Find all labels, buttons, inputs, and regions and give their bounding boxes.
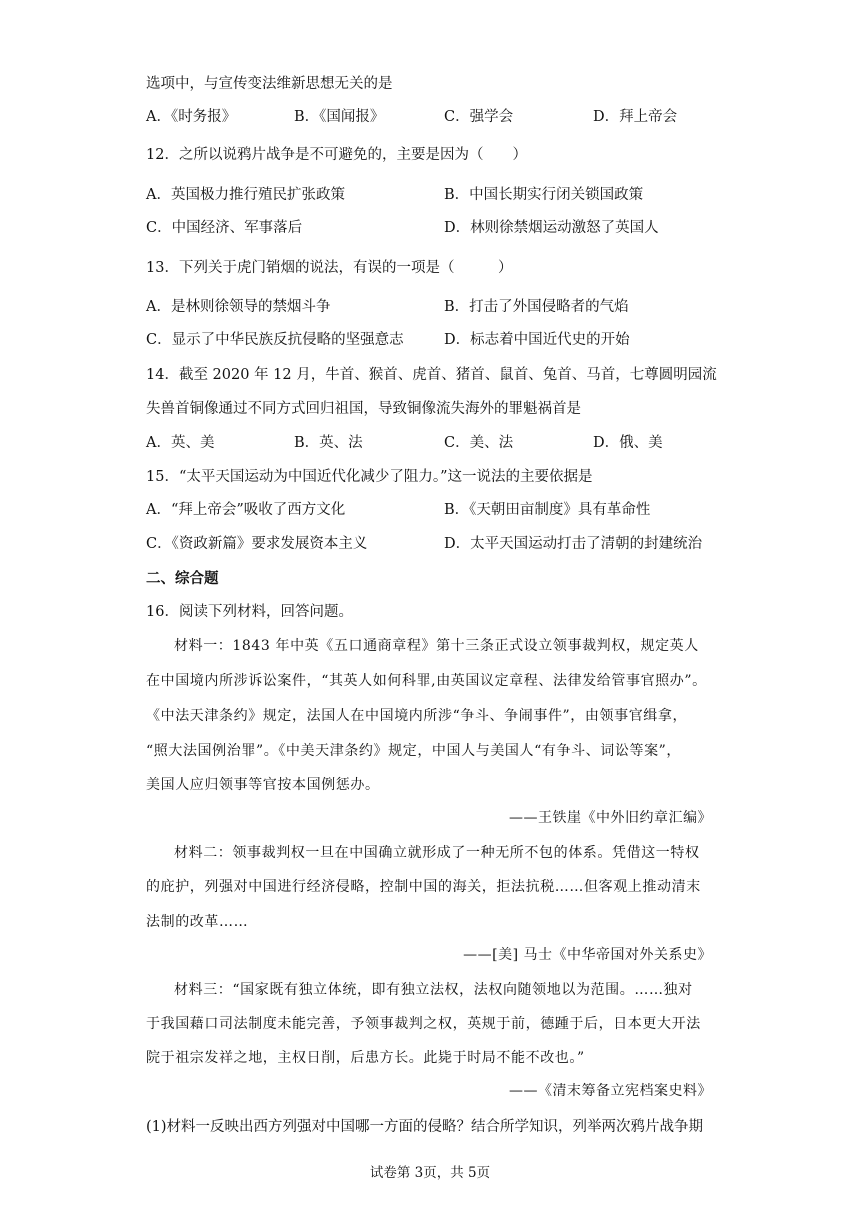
question-13-option-c: C．显示了中华民族反抗侵略的坚强意志	[146, 332, 404, 348]
question-15-option-d: D．太平天国运动打击了清朝的封建统治	[444, 536, 703, 552]
question-11-option-c: C．强学会	[444, 109, 514, 125]
material-3-line: 材料三：“国家既有独立体统，即有独立法权，法权向随领地以为范围。……独对	[174, 982, 693, 998]
question-12-option-a: A．英国极力推行殖民扩张政策	[146, 187, 345, 203]
question-15-option-c: C．《资政新篇》要求发展资本主义	[146, 536, 368, 552]
material-2-line: 的庇护，列强对中国进行经济侵略，控制中国的海关，拒法抗税……但客观上推动清末	[146, 879, 701, 895]
question-11-option-b: B．《国闻报》	[294, 109, 385, 125]
question-13-option-d: D．标志着中国近代史的开始	[444, 332, 630, 348]
material-1-line: 《中法天津条约》规定，法国人在中国境内所涉“争斗、争闹事件”，由领事官缉拿，	[146, 708, 688, 724]
question-14-option-a: A．英、美	[146, 435, 215, 451]
material-1-line: 在中国境内所涉诉讼案件，“其英人如何科罪,由英国议定章程、法律发给管事官照办”。	[146, 673, 707, 689]
material-1-line: “照大法国例治罪”。《中美天津条约》规定，中国人与美国人“有争斗、词讼等案”，	[146, 743, 682, 759]
question-16-sub-1: (1)材料一反映出西方列强对中国哪一方面的侵略？结合所学知识，列举两次鸦片战争期	[146, 1119, 704, 1135]
material-3-source: ——《清末筹备立宪档案史料》	[509, 1083, 712, 1099]
question-12-option-c: C．中国经济、军事落后	[146, 220, 303, 236]
question-13-stem: 13．下列关于虎门销烟的说法，有误的一项是（ ）	[146, 260, 513, 276]
material-1-line: 美国人应归领事等官按本国例惩办。	[146, 777, 380, 793]
question-13-option-a: A．是林则徐领导的禁烟斗争	[146, 299, 331, 315]
question-12-option-d: D．林则徐禁烟运动激怒了英国人	[444, 220, 659, 236]
question-11-option-d: D．拜上帝会	[593, 109, 678, 125]
page-footer: 试卷第 3页，共 5页	[369, 1165, 491, 1181]
material-1-source: ——王铁崖《中外旧约章汇编》	[509, 810, 712, 826]
material-1-line: 材料一：1843 年中英《五口通商章程》第十三条正式设立领事裁判权，规定英人	[174, 638, 699, 654]
question-16-stem: 16．阅读下列材料，回答问题。	[146, 604, 353, 620]
question-14-option-d: D．俄、美	[593, 435, 663, 451]
question-14-option-b: B．英、法	[294, 435, 363, 451]
question-12-stem: 12．之所以说鸦片战争是不可避免的，主要是因为（ ）	[146, 147, 527, 163]
material-2-line: 材料二：领事裁判权一旦在中国确立就形成了一种无所不包的体系。凭借这一特权	[174, 845, 700, 861]
question-11-stem-tail: 选项中，与宣传变法维新思想无关的是	[146, 76, 393, 92]
question-12-option-b: B．中国长期实行闭关锁国政策	[444, 187, 644, 203]
material-3-line: 于我国藉口司法制度未能完善，予领事裁判之权，英规于前，德踵于后，日本更大开法	[146, 1016, 701, 1032]
question-15-option-a: A．“拜上帝会”吸收了西方文化	[146, 502, 346, 518]
question-11-option-a: A．《时务报》	[146, 109, 237, 125]
question-14-stem-line-2: 失兽首铜像通过不同方式回归祖国，导致铜像流失海外的罪魁祸首是	[146, 401, 581, 417]
material-2-source: ——[美] 马士《中华帝国对外关系史》	[463, 947, 712, 963]
question-14-option-c: C．美、法	[444, 435, 514, 451]
question-15-stem: 15．“太平天国运动为中国近代化减少了阻力。”这一说法的主要依据是	[146, 469, 593, 485]
question-13-option-b: B．打击了外国侵略者的气焰	[444, 299, 629, 315]
question-15-option-b: B．《天朝田亩制度》具有革命性	[444, 502, 651, 518]
material-3-line: 院于祖宗发祥之地，主权日削，后患方长。此毙于时局不能不改也。”	[146, 1050, 585, 1066]
material-2-line: 法制的改革……	[146, 914, 249, 930]
section-2-title: 二、综合题	[146, 570, 219, 587]
question-14-stem-line-1: 14．截至 2020 年 12 月，牛首、猴首、虎首、猪首、鼠首、兔首、马首，七尊圆明园流	[146, 367, 717, 383]
